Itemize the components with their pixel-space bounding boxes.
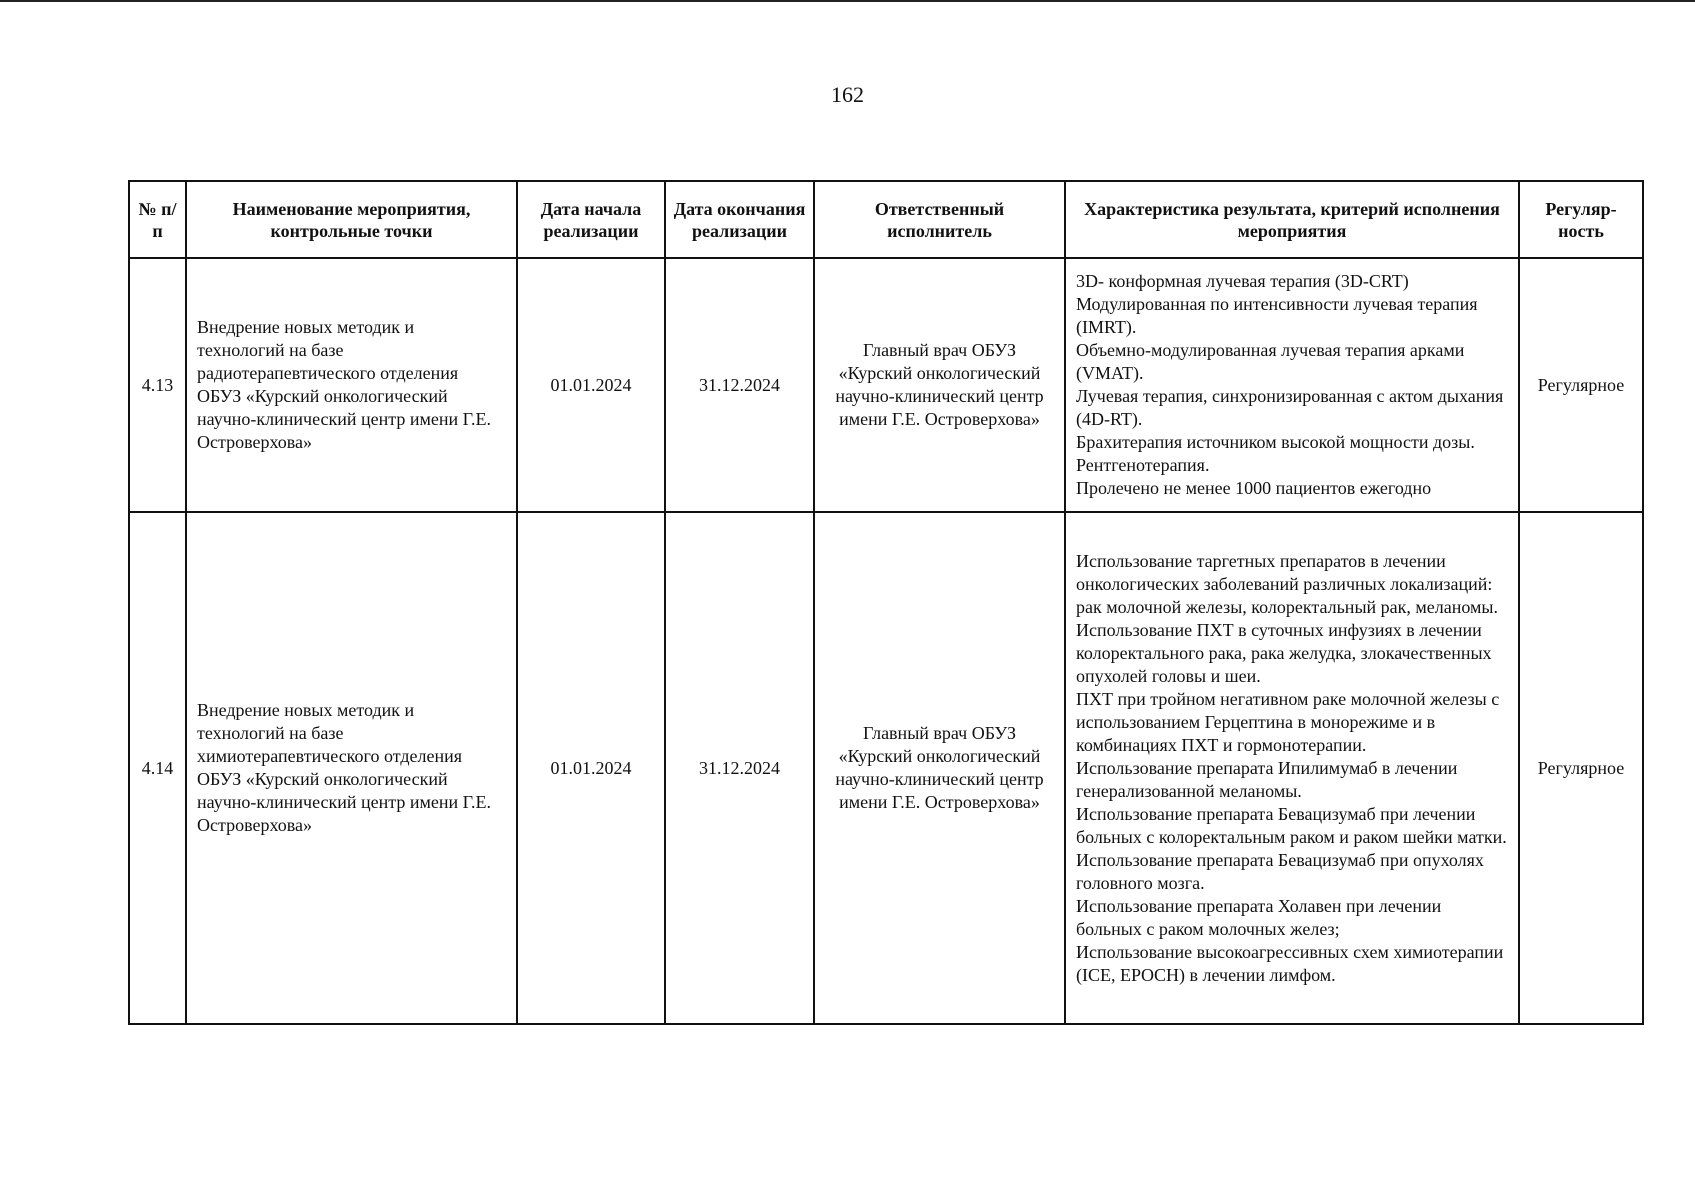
row-regularity: Регулярное: [1519, 258, 1643, 512]
result-line: Использование таргетных препаратов в лечении онкологических заболеваний различных локализаций: рак молочной железы, колоректальный рак, меланомы.: [1076, 550, 1499, 617]
row-responsible: Главный врач ОБУЗ «Курский онкологический научно-клинический центр имени Г.Е. Островерхова»: [814, 258, 1065, 512]
table-row: [129, 512, 1643, 1024]
header-start-date: Дата начала реализации: [517, 181, 665, 258]
row-name: Внедрение новых методик и технологий на базе химиотерапевтического отделения ОБУЗ «Курский онкологический научно-клинический центр имени Г.Е. Островерхова»: [186, 512, 517, 1024]
result-line: Использование препарата Бевацизумаб при лечении больных с колоректальным раком и раком шейки матки.: [1076, 803, 1507, 847]
header-num: № п/п: [129, 181, 186, 258]
table-header-row: [129, 181, 1643, 258]
row-num: 4.13: [129, 258, 186, 512]
row-end-date: 31.12.2024: [665, 512, 814, 1024]
result-line: Объемно-модулированная лучевая терапия арками (VMAT).: [1076, 340, 1465, 383]
row-regularity: Регулярное: [1519, 512, 1643, 1024]
row-start-date: 01.01.2024: [517, 258, 665, 512]
row-responsible: Главный врач ОБУЗ «Курский онкологический научно-клинический центр имени Г.Е. Островерхова»: [814, 512, 1065, 1024]
result-line: Использование высокоагрессивных схем химиотерапии (ICE, EPOCH) в лечении лимфом.: [1076, 941, 1504, 985]
result-line: Использование препарата Ипилимумаб в лечении генерализованной меланомы.: [1076, 757, 1458, 801]
result-line: ПХТ при тройном негативном раке молочной железы с использованием Герцептина в монорежиме и в комбинациях ПХТ и гормонотерапии.: [1076, 688, 1500, 755]
header-responsible: Ответственный исполнитель: [814, 181, 1065, 258]
row-name: Внедрение новых методик и технологий на базе радиотерапевтического отделения ОБУЗ «Курский онкологический научно-клинический центр имени Г.Е. Островерхова»: [186, 258, 517, 512]
row-start-date: 01.01.2024: [517, 512, 665, 1024]
result-line: Использование препарата Бевацизумаб при опухолях головного мозга.: [1076, 849, 1484, 893]
header-name: Наименование мероприятия, контрольные точки: [186, 181, 517, 258]
header-end-date: Дата окончания реализации: [665, 181, 814, 258]
result-line: Использование ПХТ в суточных инфузиях в лечении колоректального рака, рака желудка, злокачественных опухолей головы и шеи.: [1076, 619, 1492, 686]
row-result: [1065, 512, 1519, 1024]
row-num: 4.14: [129, 512, 186, 1024]
result-line: Модулированная по интенсивности лучевая терапия (IMRT).: [1076, 294, 1478, 337]
header-result: Характеристика результата, критерий исполнения мероприятия: [1065, 181, 1519, 258]
table-row: [129, 258, 1643, 512]
result-line: 3D- конформная лучевая терапия (3D-CRT): [1076, 271, 1409, 291]
page-number: 162: [831, 82, 864, 107]
result-line: Рентгенотерапия.: [1076, 455, 1210, 475]
result-line: Лучевая терапия, синхронизированная с актом дыхания (4D-RT).: [1076, 386, 1504, 429]
result-line: Брахитерапия источником высокой мощности дозы.: [1076, 432, 1475, 452]
row-result: [1065, 258, 1519, 512]
result-line: Использование препарата Холавен при лечении больных с раком молочных желез;: [1076, 895, 1442, 939]
result-line: Пролечено не менее 1000 пациентов ежегодно: [1076, 478, 1432, 498]
top-border-line: [0, 0, 1695, 2]
header-regularity: Регуляр-ность: [1519, 181, 1643, 258]
row-end-date: 31.12.2024: [665, 258, 814, 512]
activities-table: [128, 180, 1644, 1025]
